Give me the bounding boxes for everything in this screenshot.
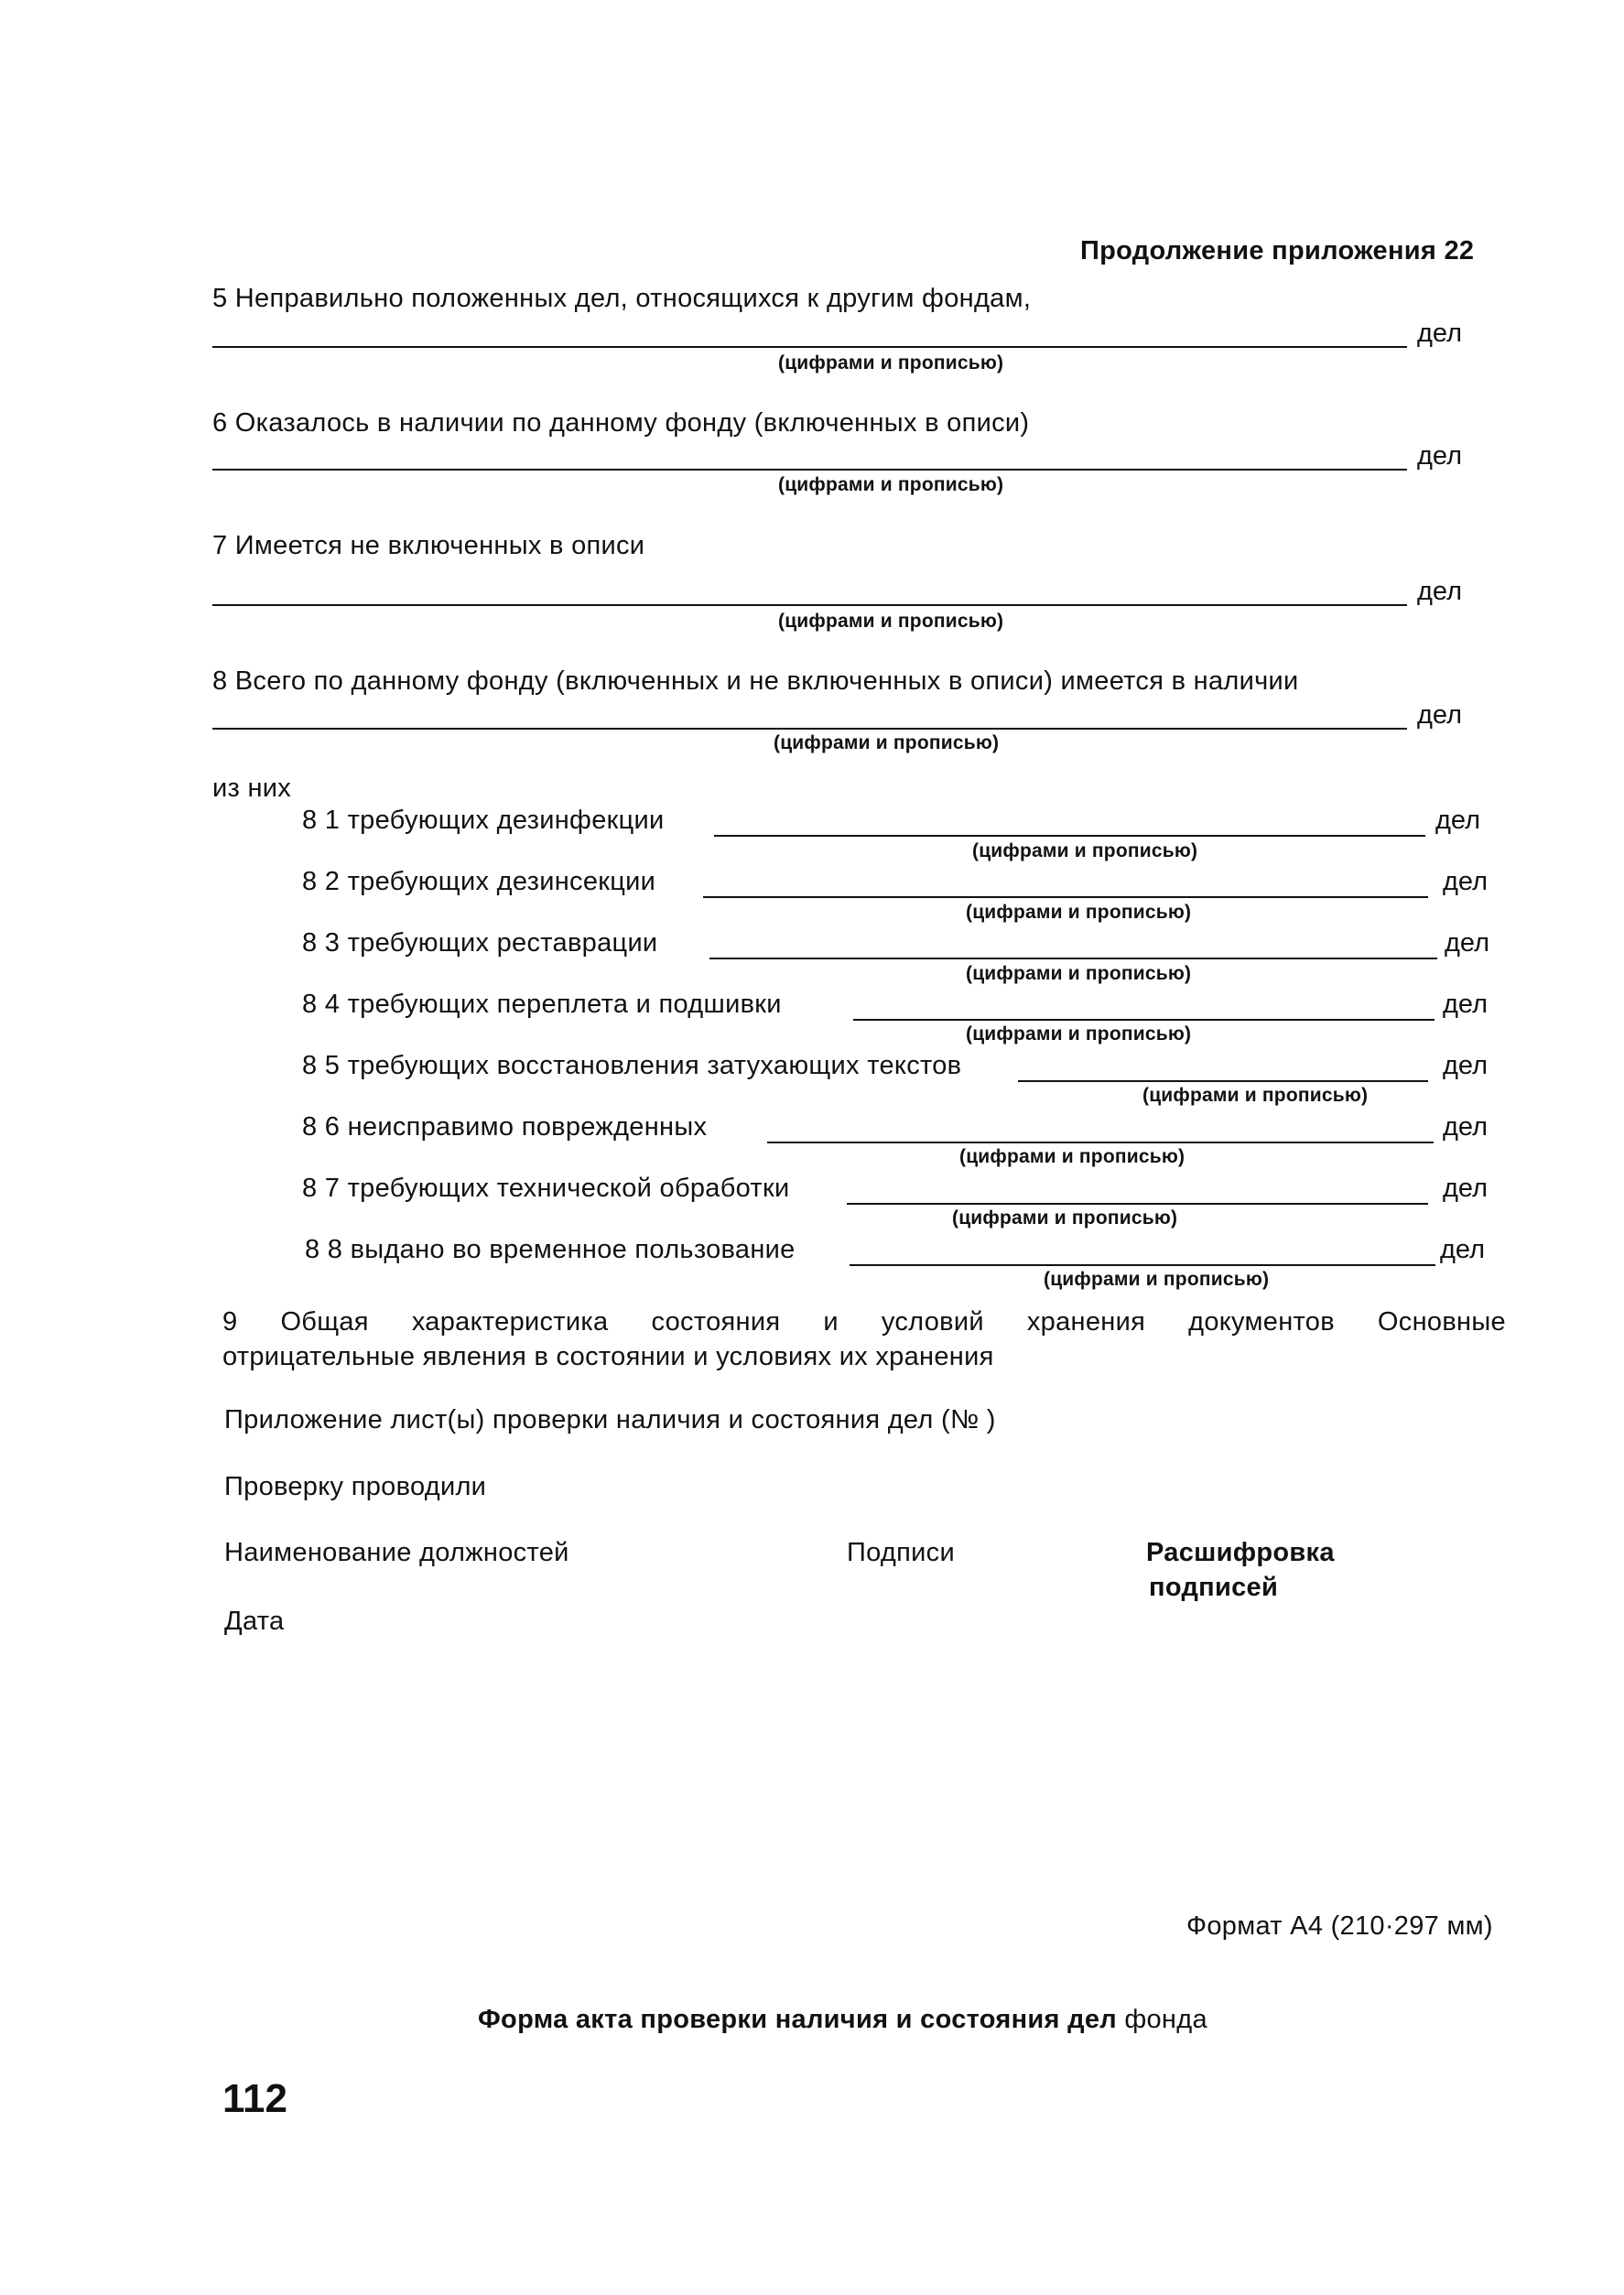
item-9-word: Основные [1377,1307,1506,1337]
item-9-word: и [823,1307,839,1337]
date-label: Дата [224,1607,285,1636]
item-7-hint: (цифрами и прописью) [778,611,1004,632]
subitem-8-8-text: 8 8 выдано во временное пользование [305,1235,796,1264]
item-5-hint: (цифрами и прописью) [778,352,1004,373]
item-6-unit: дел [1417,441,1463,471]
item-6-blank-line [212,469,1407,471]
item-6-text: 6 Оказалось в наличии по данному фонду (включенных в описи) [212,408,1030,438]
item-9-word: Общая [280,1307,369,1337]
subitem-8-3-blank-line [709,958,1437,959]
item-8-unit: дел [1417,700,1463,730]
subitem-8-1-text: 8 1 требующих дезинфекции [302,806,665,835]
item-9-line-1 [222,1307,1506,1337]
subitem-8-4-hint: (цифрами и прописью) [966,1023,1192,1045]
signatures-heading: Подписи [847,1538,955,1567]
subitem-8-6-hint: (цифрами и прописью) [959,1146,1186,1167]
decoding-heading-line-2: подписей [1149,1573,1279,1602]
subitem-8-7-hint: (цифрами и прописью) [952,1207,1178,1229]
subitem-8-3-text: 8 3 требующих реставрации [302,928,658,958]
subitem-8-1-unit: дел [1435,806,1481,835]
subitem-8-8-hint: (цифрами и прописью) [1044,1269,1270,1290]
item-9-word: условий [881,1307,984,1337]
item-9-line-2: отрицательные явления в состоянии и условиях их хранения [222,1342,994,1371]
subitem-8-4-text: 8 4 требующих переплета и подшивки [302,990,782,1019]
subitem-8-1-blank-line [714,835,1425,837]
subitem-8-6-unit: дел [1443,1112,1489,1142]
subitem-8-3-hint: (цифрами и прописью) [966,963,1192,984]
subitem-8-5-text: 8 5 требующих восстановления затухающих текстов [302,1051,962,1080]
item-8-hint: (цифрами и прописью) [774,732,1000,753]
subitem-8-7-text: 8 7 требующих технической обработки [302,1174,790,1203]
subitem-8-6-text: 8 6 неисправимо поврежденных [302,1112,708,1142]
item-7-unit: дел [1417,577,1463,606]
item-8-text: 8 Всего по данному фонду (включенных и не включенных в описи) имеется в наличии [212,666,1299,696]
decoding-heading-line-1: Расшифровка [1146,1538,1335,1567]
subitem-8-3-unit: дел [1445,928,1490,958]
item-8-blank-line [212,728,1407,730]
subitem-8-6-blank-line [767,1142,1434,1143]
subitem-8-2-blank-line [703,896,1428,898]
subitem-8-2-unit: дел [1443,867,1489,896]
item-5-unit: дел [1417,319,1463,348]
of-them-label: из них [212,774,292,803]
appendix-line: Приложение лист(ы) проверки наличия и состояния дел (№ ) [224,1405,996,1434]
page-number: 112 [222,2076,287,2121]
item-9-number: 9 [222,1307,238,1337]
item-9-word: хранения [1026,1307,1146,1337]
continuation-header: Продолжение приложения 22 [1080,236,1475,265]
subitem-8-5-hint: (цифрами и прописью) [1142,1085,1369,1106]
subitem-8-8-blank-line [850,1264,1435,1266]
subitem-8-1-hint: (цифрами и прописью) [972,840,1198,861]
subitem-8-7-unit: дел [1443,1174,1489,1203]
item-9-word: характеристика [411,1307,609,1337]
subitem-8-2-hint: (цифрами и прописью) [966,902,1192,923]
subitem-8-4-blank-line [853,1019,1435,1021]
form-caption-bold: Форма акта проверки наличия и состояния дел [478,2005,1117,2034]
item-7-text: 7 Имеется не включенных в описи [212,531,645,560]
subitem-8-2-text: 8 2 требующих дезинсекции [302,867,656,896]
item-5-text: 5 Неправильно положенных дел, относящихся к другим фондам, [212,284,1032,313]
subitem-8-4-unit: дел [1443,990,1489,1019]
item-9-word: состояния [651,1307,781,1337]
item-5-blank-line [212,346,1407,348]
item-9-word: документов [1188,1307,1335,1337]
subitem-8-5-unit: дел [1443,1051,1489,1080]
checked-by-label: Проверку проводили [224,1472,487,1501]
item-7-blank-line [212,604,1407,606]
subitem-8-5-blank-line [1018,1080,1428,1082]
positions-heading: Наименование должностей [224,1538,569,1567]
subitem-8-8-unit: дел [1440,1235,1486,1264]
form-caption-normal: фонда [1116,2005,1207,2034]
item-6-hint: (цифрами и прописью) [778,474,1004,495]
format-note: Формат А4 (210·297 мм) [1186,1911,1493,1941]
form-caption [478,2005,1207,2035]
subitem-8-7-blank-line [847,1203,1428,1205]
